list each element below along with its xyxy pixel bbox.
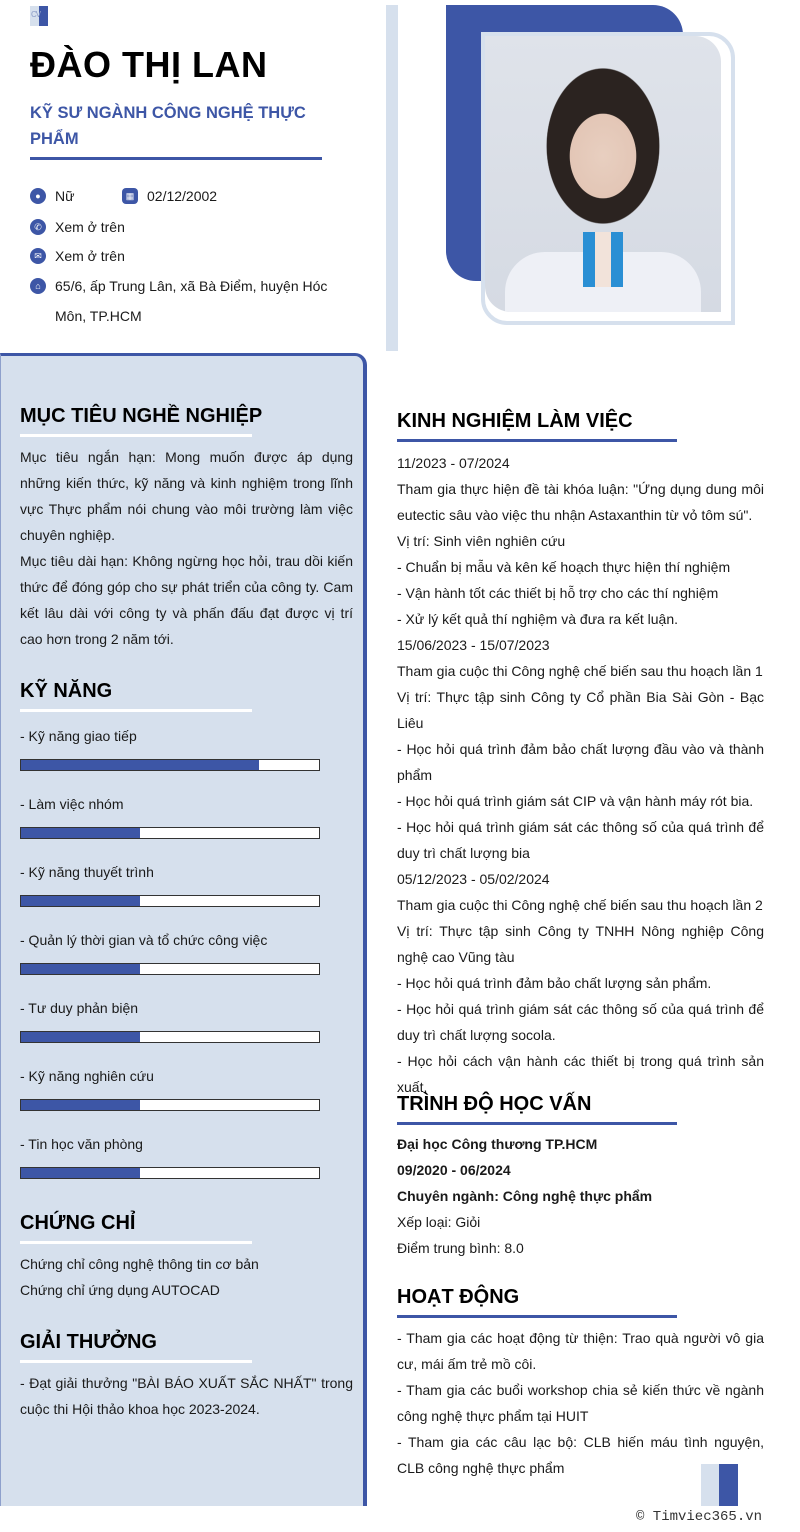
skills-title: KỸ NĂNG: [20, 680, 113, 702]
activities-divider: [397, 1315, 677, 1318]
experience-line: Vị trí: Thực tập sinh Công ty TNHH Nông nghiệp Công nghệ cao Vũng tàu: [397, 923, 764, 965]
experience-date: 05/12/2023 - 05/02/2024: [397, 871, 550, 887]
education-gpa: Điểm trung bình: 8.0: [397, 1240, 524, 1256]
copyright-text: © Timviec365.vn: [636, 1509, 763, 1525]
experience-date: 15/06/2023 - 15/07/2023: [397, 637, 550, 653]
experience-line: - Chuẩn bị mẫu và kên kế hoạch thực hiện thí nghiệm: [397, 559, 731, 575]
skills-divider: [20, 709, 252, 712]
birthday-value: 02/12/2002: [147, 188, 218, 204]
education-divider: [397, 1122, 677, 1125]
education-title: TRÌNH ĐỘ HỌC VẤN: [397, 1093, 592, 1115]
skill-label: - Kỹ năng giao tiếp: [20, 728, 137, 744]
certificates-title: CHỨNG CHỈ: [20, 1212, 136, 1234]
certificates-divider: [20, 1241, 252, 1244]
experience-line: - Xử lý kết quả thí nghiệm và đưa ra kết luận.: [397, 611, 678, 627]
skill-bar: [20, 827, 320, 839]
experience-line: Tham gia thực hiện đề tài khóa luận: "Ứng dụng dung môi eutectic sâu vào việc thu nhận Astaxanthin từ vỏ tôm sú".: [397, 481, 764, 523]
skill-label: - Quản lý thời gian và tổ chức công việc: [20, 932, 268, 948]
certificate-item: Chứng chỉ ứng dụng AUTOCAD: [20, 1282, 220, 1298]
address-row: [30, 271, 335, 331]
email-row: [30, 241, 335, 271]
user-icon: ●: [30, 188, 46, 204]
awards-title: GIẢI THƯỞNG: [20, 1331, 157, 1353]
skill-label: - Tư duy phản biện: [20, 1000, 139, 1016]
experience-title: KINH NGHIỆM LÀM VIỆC: [397, 410, 633, 432]
certificates-list: [20, 1251, 353, 1303]
calendar-icon: ▦: [122, 188, 138, 204]
skill-label: - Kỹ năng thuyết trình: [20, 864, 154, 880]
activity-item: - Tham gia các buổi workshop chia sẻ kiến thức về ngành công nghệ thực phẩm tại HUIT: [397, 1382, 764, 1424]
birthday-row: [122, 181, 217, 211]
phone-icon: ✆: [30, 219, 46, 235]
home-icon: ⌂: [30, 278, 46, 294]
phone-row: [30, 212, 335, 242]
job-title: KỸ SƯ NGÀNH CÔNG NGHỆ THỰC PHẨM: [30, 104, 306, 148]
experience-line: Vị trí: Sinh viên nghiên cứu: [397, 533, 566, 549]
activities-title: HOẠT ĐỘNG: [397, 1286, 520, 1308]
activities-list: [397, 1325, 764, 1481]
address-value: 65/6, ấp Trung Lân, xã Bà Điểm, huyện Hóc Môn, TP.HCM: [55, 278, 328, 324]
education-rank: Xếp loại: Giỏi: [397, 1214, 481, 1230]
experience-list: [397, 450, 764, 1100]
experience-item: [397, 632, 764, 866]
skill-bar: [20, 963, 320, 975]
education-major: Chuyên ngành: Công nghệ thực phẩm: [397, 1188, 653, 1204]
skill-bar: [20, 759, 320, 771]
experience-line: Vị trí: Thực tập sinh Công ty Cổ phần Bia Sài Gòn - Bạc Liêu: [397, 689, 764, 731]
gender-row: [30, 181, 115, 211]
experience-line: Tham gia cuộc thi Công nghệ chế biến sau thu hoạch lần 1: [397, 663, 763, 679]
experience-line: - Học hỏi quá trình giám sát các thông số của quá trình để duy trì chất lượng bia: [397, 819, 764, 861]
envelope-icon: ✉: [30, 248, 46, 264]
activity-item: - Tham gia các hoạt động từ thiện: Trao quà người vô gia cư, mái ấm trẻ mồ côi.: [397, 1330, 764, 1372]
experience-line: - Học hỏi quá trình đảm bảo chất lượng đầu vào và thành phẩm: [397, 741, 764, 783]
experience-line: - Vận hành tốt các thiết bị hỗ trợ cho các thí nghiệm: [397, 585, 719, 601]
awards-divider: [20, 1360, 252, 1363]
education-block: [397, 1131, 764, 1261]
phone-value: Xem ở trên: [55, 219, 125, 235]
objective-short-term: Mục tiêu ngắn hạn: Mong muốn được áp dụng những kiến thức, kỹ năng và kinh nghiệm trong lĩnh vực Thực phẩm nói chung vào môi trường làm việc chuyên nghiệp.: [20, 449, 353, 543]
education-school: Đại học Công thương TP.HCM: [397, 1136, 598, 1152]
experience-line: Tham gia cuộc thi Công nghệ chế biến sau thu hoạch lần 2: [397, 897, 763, 913]
gender-value: Nữ: [55, 188, 75, 204]
objective-long-term: Mục tiêu dài hạn: Không ngừng học hỏi, trau dồi kiến thức để đóng góp cho sự phát triển của công ty. Cam kết lâu dài với công ty và phấn đấu đạt được vị trí cao hơn trong 2 năm tới.: [20, 553, 353, 647]
experience-line: - Học hỏi quá trình đảm bảo chất lượng sản phẩm.: [397, 975, 712, 991]
objective-text: [20, 444, 353, 652]
experience-date: 11/2023 - 07/2024: [397, 455, 510, 471]
activity-item: - Tham gia các câu lạc bộ: CLB hiến máu tình nguyện, CLB công nghệ thực phẩm: [397, 1434, 764, 1476]
skill-bar: [20, 1167, 320, 1179]
skill-bar: [20, 1099, 320, 1111]
objective-title: MỤC TIÊU NGHỀ NGHIỆP: [20, 405, 263, 427]
email-value: Xem ở trên: [55, 248, 125, 264]
experience-line: - Học hỏi cách vận hành các thiết bị trong quá trình sản xuất.: [397, 1053, 764, 1095]
title-divider: [30, 157, 322, 160]
experience-line: - Học hỏi quá trình giám sát CIP và vận hành máy rót bia.: [397, 793, 754, 809]
footer-logo-mark: [701, 1464, 738, 1506]
certificate-item: Chứng chỉ công nghệ thông tin cơ bản: [20, 1256, 259, 1272]
profile-photo: [485, 36, 721, 312]
candidate-name: ĐÀO THỊ LAN: [30, 44, 268, 85]
experience-divider: [397, 439, 677, 442]
experience-item: [397, 866, 764, 1100]
education-period: 09/2020 - 06/2024: [397, 1162, 511, 1178]
skill-label: - Làm việc nhóm: [20, 796, 124, 812]
experience-line: - Học hỏi quá trình giám sát các thông số của quá trình để duy trì chất lượng socola.: [397, 1001, 764, 1043]
skill-bar: [20, 1031, 320, 1043]
skill-label: - Tin học văn phòng: [20, 1136, 143, 1152]
skill-label: - Kỹ năng nghiên cứu: [20, 1068, 154, 1084]
skill-bar: [20, 895, 320, 907]
awards-text: - Đạt giải thưởng "BÀI BÁO XUẤT SẮC NHẤT" trong cuộc thi Hội thảo khoa học 2023-2024.: [20, 1375, 353, 1417]
objective-divider: [20, 434, 252, 437]
experience-item: [397, 450, 764, 632]
decorative-vertical-bar: [386, 5, 398, 351]
cv-logo: CV: [30, 6, 48, 26]
